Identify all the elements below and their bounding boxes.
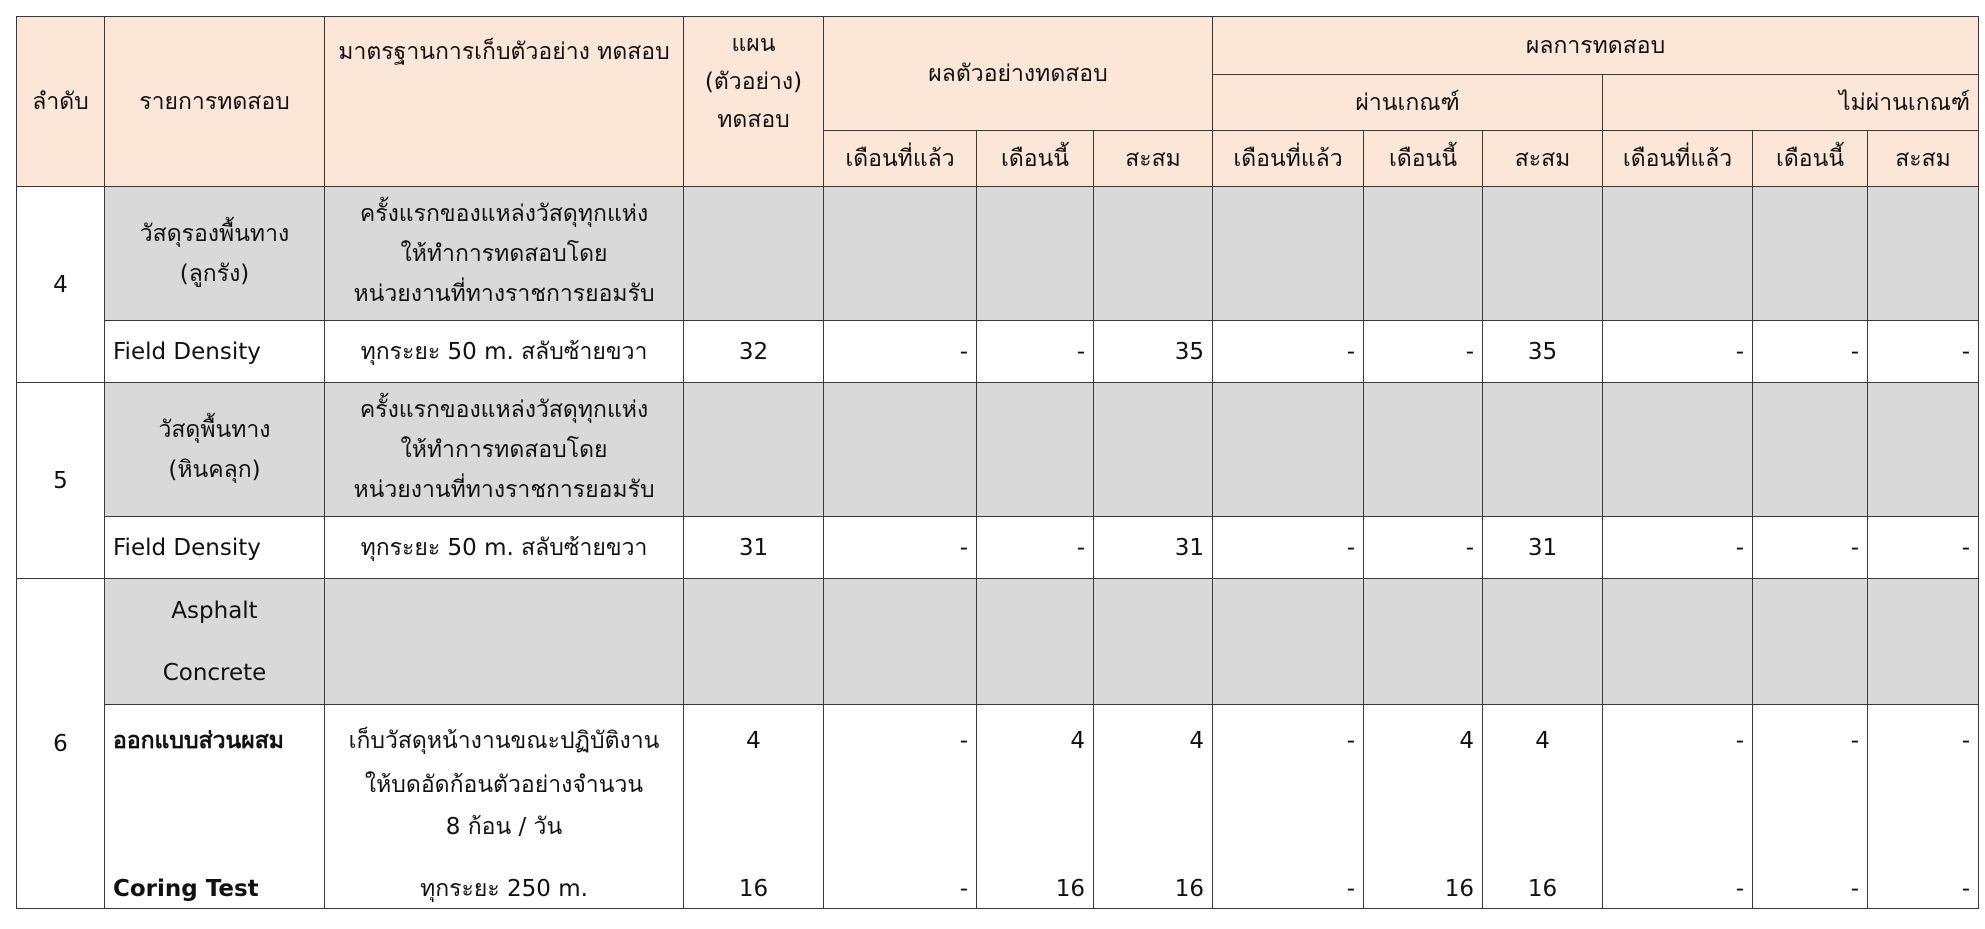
row-standard: ทุกระยะ 50 m. สลับซ้ายขวา: [325, 517, 684, 579]
cell-pass-this: 16: [1364, 873, 1483, 909]
group-standard-line2: ให้ทำการทดสอบโดย: [400, 240, 608, 267]
cell-fail-this: -: [1753, 705, 1868, 873]
row-item: Coring Test: [105, 873, 325, 909]
cell-sample-prev: -: [824, 873, 977, 909]
header-plan: [684, 17, 824, 187]
cell-sample-prev: -: [824, 517, 977, 579]
header-fail-this-month: เดือนนี้: [1753, 131, 1868, 187]
cell-fail-prev: -: [1603, 705, 1753, 873]
header-seq: ลำดับ: [17, 17, 105, 187]
group-name-line1: วัสดุรองพื้นทาง: [139, 220, 290, 247]
row-plan: 16: [684, 873, 824, 909]
row-standard: ทุกระยะ 250 m.: [325, 873, 684, 909]
cell-fail-prev: -: [1603, 517, 1753, 579]
row-plan: 4: [684, 705, 824, 873]
group-seq: 4: [17, 187, 105, 383]
header-test-item: รายการทดสอบ: [105, 17, 325, 187]
cell-pass-cum: 31: [1483, 517, 1603, 579]
group-row: [17, 187, 1979, 321]
cell-fail-cum: -: [1868, 321, 1979, 383]
row-item: Field Density: [105, 517, 325, 579]
group-name: [105, 187, 325, 321]
group-seq: 5: [17, 383, 105, 579]
group-standard-line1: ครั้งแรกของแหล่งวัสดุทุกแห่ง: [359, 396, 649, 423]
test-results-table: [16, 16, 1979, 909]
header-sample-prev-month: เดือนที่แล้ว: [824, 131, 977, 187]
group-standard-line2: ให้ทำการทดสอบโดย: [400, 436, 608, 463]
table-row: [17, 705, 1979, 873]
header-sample-cumulative: สะสม: [1094, 131, 1213, 187]
cell-sample-cum: 31: [1094, 517, 1213, 579]
header-test-results: ผลการทดสอบ: [1213, 17, 1979, 75]
group-standard-line1: ครั้งแรกของแหล่งวัสดุทุกแห่ง: [359, 200, 649, 227]
cell-pass-this: -: [1364, 517, 1483, 579]
row-standard-line1: เก็บวัสดุหน้างานขณะปฏิบัติงาน: [348, 728, 660, 754]
row-standard: [325, 705, 684, 873]
group-name: [105, 383, 325, 517]
cell-sample-cum: 16: [1094, 873, 1213, 909]
group-name-line1: วัสดุพื้นทาง: [158, 416, 271, 443]
group-name-line2: (ลูกรัง): [179, 260, 250, 287]
header-pass: ผ่านเกณฑ์: [1213, 75, 1603, 131]
group-standard-line3: หน่วยงานที่ทางราชการยอมรับ: [353, 476, 655, 503]
cell-sample-this: 16: [977, 873, 1094, 909]
cell-pass-prev: -: [1213, 321, 1364, 383]
group-row: [17, 383, 1979, 517]
header-sample-results: ผลตัวอย่างทดสอบ: [824, 17, 1213, 131]
cell-sample-prev: -: [824, 321, 977, 383]
header-fail-prev-month: เดือนที่แล้ว: [1603, 131, 1753, 187]
header-pass-prev-month: เดือนที่แล้ว: [1213, 131, 1364, 187]
group-name-line2: (หินคลุก): [168, 456, 261, 483]
cell-sample-prev: -: [824, 705, 977, 873]
header-fail: ไม่ผ่านเกณฑ์: [1603, 75, 1979, 131]
cell-sample-cum: 35: [1094, 321, 1213, 383]
table-row: [17, 321, 1979, 383]
row-standard-line3: 8 ก้อน / วัน: [445, 814, 563, 840]
row-standard: ทุกระยะ 50 m. สลับซ้ายขวา: [325, 321, 684, 383]
row-item: Field Density: [105, 321, 325, 383]
cell-fail-cum: -: [1868, 705, 1979, 873]
table-row: [17, 873, 1979, 909]
cell-fail-prev: -: [1603, 321, 1753, 383]
cell-pass-prev: -: [1213, 517, 1364, 579]
group-standard-line3: หน่วยงานที่ทางราชการยอมรับ: [353, 280, 655, 307]
row-standard-line2: ให้บดอัดก้อนตัวอย่างจำนวน: [364, 772, 644, 798]
header-fail-cumulative: สะสม: [1868, 131, 1979, 187]
cell-sample-this: -: [977, 321, 1094, 383]
group-name: [105, 579, 325, 705]
cell-fail-this: -: [1753, 517, 1868, 579]
cell-fail-this: -: [1753, 873, 1868, 909]
group-name-line1: Asphalt: [171, 597, 258, 624]
group-standard: [325, 383, 684, 517]
header-plan-line2: (ตัวอย่าง): [704, 69, 803, 95]
row-plan: 32: [684, 321, 824, 383]
cell-pass-this: -: [1364, 321, 1483, 383]
group-name-line2: Concrete: [162, 659, 267, 686]
cell-sample-this: 4: [977, 705, 1094, 873]
cell-pass-prev: -: [1213, 705, 1364, 873]
table-row: [17, 517, 1979, 579]
cell-pass-cum: 4: [1483, 705, 1603, 873]
header-plan-line1: แผน: [731, 31, 776, 57]
cell-fail-prev: -: [1603, 873, 1753, 909]
cell-pass-this: 4: [1364, 705, 1483, 873]
cell-fail-this: -: [1753, 321, 1868, 383]
cell-pass-prev: -: [1213, 873, 1364, 909]
header-standard: มาตรฐานการเก็บตัวอย่าง ทดสอบ: [325, 17, 684, 187]
cell-pass-cum: 35: [1483, 321, 1603, 383]
header-pass-cumulative: สะสม: [1483, 131, 1603, 187]
cell-sample-this: -: [977, 517, 1094, 579]
cell-pass-cum: 16: [1483, 873, 1603, 909]
row-plan: 31: [684, 517, 824, 579]
header-pass-this-month: เดือนนี้: [1364, 131, 1483, 187]
group-seq: 6: [17, 579, 105, 909]
group-row: [17, 579, 1979, 705]
row-item: ออกแบบส่วนผสม: [105, 705, 325, 873]
cell-fail-cum: -: [1868, 517, 1979, 579]
cell-fail-cum: -: [1868, 873, 1979, 909]
cell-sample-cum: 4: [1094, 705, 1213, 873]
header-sample-this-month: เดือนนี้: [977, 131, 1094, 187]
header-plan-line3: ทดสอบ: [717, 107, 790, 133]
group-standard: [325, 187, 684, 321]
